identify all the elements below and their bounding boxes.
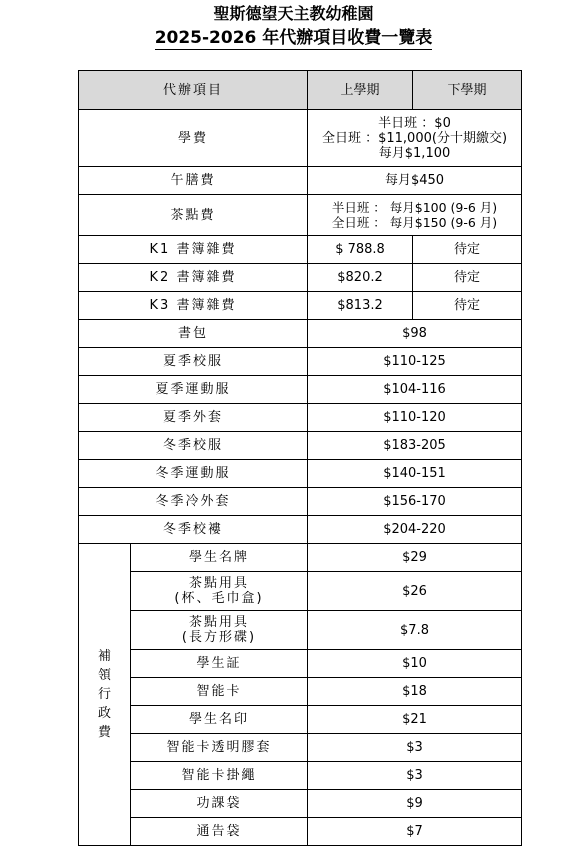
books-row-k3 <box>79 292 522 320</box>
admin-label-line1: 茶點用具 <box>189 615 250 630</box>
books-row-k2 <box>79 264 522 292</box>
tea-row <box>79 195 522 236</box>
admin-label-line1: 茶點用具 <box>189 576 250 591</box>
admin-section-label-text <box>79 647 130 742</box>
books-term1: $820.2 <box>308 264 413 292</box>
admin-row <box>79 706 522 734</box>
item-label: 書包 <box>79 320 308 348</box>
tuition-half-day: 半日班 ：$0 <box>378 115 451 131</box>
school-name: 聖斯德望天主教幼稚園 <box>213 4 374 23</box>
books-label: K2 書簿雜費 <box>79 264 308 292</box>
item-value: $204-220 <box>308 516 522 544</box>
item-row-summer-jacket <box>79 404 522 432</box>
item-label: 夏季運動服 <box>79 376 308 404</box>
item-label: 冬季校服 <box>79 432 308 460</box>
admin-section-label-char: 領 <box>97 668 111 683</box>
admin-row <box>79 650 522 678</box>
item-value: $140-151 <box>308 460 522 488</box>
books-term2: 待定 <box>413 292 522 320</box>
admin-value: $18 <box>308 678 522 706</box>
tuition-value <box>308 110 522 167</box>
admin-row <box>79 790 522 818</box>
admin-section-label-char: 行 <box>97 687 111 702</box>
admin-section-label-char: 費 <box>97 725 111 740</box>
item-row-winter-overcoat <box>79 516 522 544</box>
lunch-value: 每月$450 <box>308 167 522 195</box>
admin-value: $21 <box>308 706 522 734</box>
header-row <box>79 71 522 110</box>
tuition-label: 學費 <box>79 110 308 167</box>
item-label: 夏季外套 <box>79 404 308 432</box>
col-header-item: 代辦項目 <box>79 71 308 110</box>
admin-row <box>79 818 522 846</box>
tea-full-day: 全日班 ： 每月$150 (9-6 月) <box>331 215 498 230</box>
admin-label: 智能卡掛繩 <box>131 762 308 790</box>
admin-label: 智能卡透明膠套 <box>131 734 308 762</box>
admin-value: $7 <box>308 818 522 846</box>
item-label: 冬季冷外套 <box>79 488 308 516</box>
item-label: 冬季校褸 <box>79 516 308 544</box>
col-header-term2: 下學期 <box>413 71 522 110</box>
item-value: $156-170 <box>308 488 522 516</box>
admin-row <box>79 572 522 611</box>
lunch-label: 午膳費 <box>79 167 308 195</box>
admin-row <box>79 544 522 572</box>
books-row-k1 <box>79 236 522 264</box>
admin-label: 學生証 <box>131 650 308 678</box>
col-header-term1: 上學期 <box>308 71 413 110</box>
lunch-row <box>79 167 522 195</box>
books-term2: 待定 <box>413 236 522 264</box>
tuition-full-day: 全日班 ：$11,000(分十期繳交) <box>321 130 508 146</box>
admin-value: $3 <box>308 734 522 762</box>
tuition-monthly: 每月$1,100 <box>378 145 451 161</box>
admin-value: $7.8 <box>308 611 522 650</box>
admin-label-line2: (長方形碟) <box>181 630 257 645</box>
tea-half-day: 半日班 ： 每月$100 (9-6 月) <box>331 200 498 215</box>
item-value: $98 <box>308 320 522 348</box>
admin-row <box>79 734 522 762</box>
admin-label-line2: (杯、毛巾盒) <box>174 591 264 606</box>
item-value: $110-125 <box>308 348 522 376</box>
admin-value: $26 <box>308 572 522 611</box>
admin-value: $10 <box>308 650 522 678</box>
books-label: K3 書簿雜費 <box>79 292 308 320</box>
tuition-row <box>79 110 522 167</box>
admin-value: $29 <box>308 544 522 572</box>
item-label: 夏季校服 <box>79 348 308 376</box>
item-row-summer-uniform <box>79 348 522 376</box>
books-term1: $ 788.8 <box>308 236 413 264</box>
admin-label: 通告袋 <box>131 818 308 846</box>
admin-value: $9 <box>308 790 522 818</box>
item-value: $110-120 <box>308 404 522 432</box>
item-value: $183-205 <box>308 432 522 460</box>
item-row-winter-coat <box>79 488 522 516</box>
admin-label: 學生名牌 <box>131 544 308 572</box>
admin-row <box>79 678 522 706</box>
books-term2: 待定 <box>413 264 522 292</box>
item-row-winter-sportswear <box>79 460 522 488</box>
fee-table <box>78 70 522 846</box>
admin-section-label <box>79 544 131 846</box>
books-term1: $813.2 <box>308 292 413 320</box>
admin-label <box>131 611 308 650</box>
admin-section-label-char: 補 <box>97 649 111 664</box>
admin-row <box>79 762 522 790</box>
tea-value <box>308 195 522 236</box>
item-row-winter-uniform <box>79 432 522 460</box>
item-label: 冬季運動服 <box>79 460 308 488</box>
admin-value: $3 <box>308 762 522 790</box>
admin-section-label-char: 政 <box>97 706 111 721</box>
table-title-text: 2025-2026 年代辦項目收費一覽表 <box>154 28 433 48</box>
item-value: $104-116 <box>308 376 522 404</box>
admin-label: 學生名印 <box>131 706 308 734</box>
tea-label: 茶點費 <box>79 195 308 236</box>
admin-label: 功課袋 <box>131 790 308 818</box>
table-title <box>0 26 587 50</box>
admin-label <box>131 572 308 611</box>
item-row-summer-sportswear <box>79 376 522 404</box>
item-row-schoolbag <box>79 320 522 348</box>
books-label: K1 書簿雜費 <box>79 236 308 264</box>
admin-row <box>79 611 522 650</box>
admin-label: 智能卡 <box>131 678 308 706</box>
